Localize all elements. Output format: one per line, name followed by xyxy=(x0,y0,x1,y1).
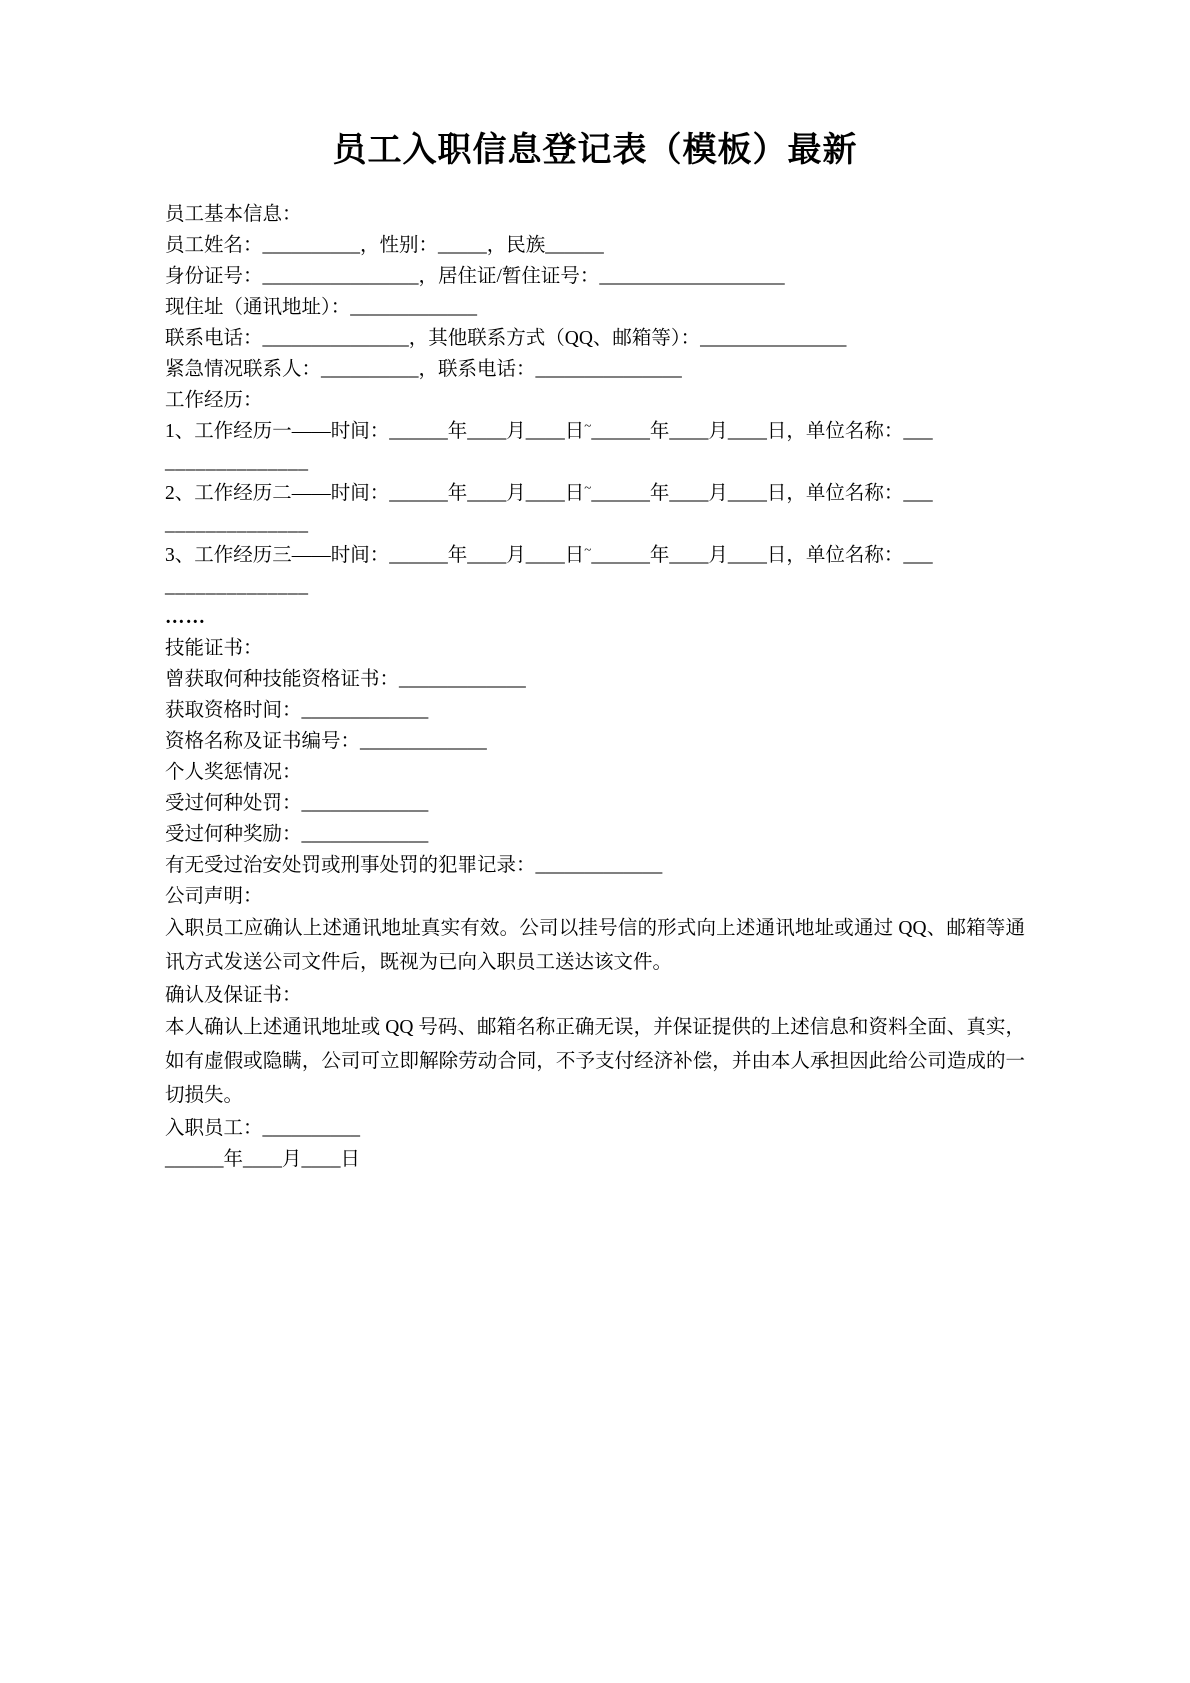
qualification-name-number-line: 资格名称及证书编号：_____________ xyxy=(165,730,487,752)
work-experience-2-wrap-blank: ______________ xyxy=(165,513,309,535)
reward-line: 受过何种奖励：_____________ xyxy=(165,823,429,845)
awards-punishment-heading: 个人奖惩情况： xyxy=(165,761,302,783)
date-range-tilde-icon: ~ xyxy=(584,541,592,556)
page-title: 员工入职信息登记表（模板）最新 xyxy=(332,132,858,169)
basic-info-heading: 员工基本信息： xyxy=(165,203,302,225)
work-experience-1-suffix: ______年____月____日，单位名称：___ xyxy=(591,420,933,442)
employee-name-line: 员工姓名：__________，性别：_____，民族______ xyxy=(165,234,604,256)
id-number-line: 身份证号：________________，居住证/暂住证号：___________________ xyxy=(165,265,785,287)
work-experience-2-prefix: 2、工作经历二——时间：______年____月____日 xyxy=(165,482,585,504)
contact-phone-line: 联系电话：_______________，其他联系方式（QQ、邮箱等）：_______________ xyxy=(165,327,847,349)
work-experience-1-wrap-blank: ______________ xyxy=(165,451,309,473)
ellipsis-marker: …… xyxy=(165,606,206,628)
document-body xyxy=(165,130,1025,1175)
emergency-contact-line: 紧急情况联系人：__________，联系电话：_______________ xyxy=(165,358,682,380)
work-experience-3-line xyxy=(165,540,1025,571)
criminal-record-line: 有无受过治安处罚或刑事处罚的犯罪记录：_____________ xyxy=(165,854,663,876)
punishment-line: 受过何种处罚：_____________ xyxy=(165,792,429,814)
company-statement-heading: 公司声明： xyxy=(165,885,263,907)
employee-signature-line: 入职员工：__________ xyxy=(165,1117,361,1139)
work-experience-2-line xyxy=(165,478,1025,509)
work-experience-heading: 工作经历： xyxy=(165,389,263,411)
work-experience-1-prefix: 1、工作经历一——时间：______年____月____日 xyxy=(165,420,585,442)
work-experience-3-wrap-blank: ______________ xyxy=(165,575,309,597)
confirmation-guarantee-body: 本人确认上述通讯地址或 QQ 号码、邮箱名称正确无误，并保证提供的上述信息和资料全面、真实，如有虚假或隐瞒，公司可立即解除劳动合同，不予支付经济补偿，并由本人承担因此给公司造成的一切损失。 xyxy=(165,1016,1025,1106)
current-address-line: 现住址（通讯地址）：_____________ xyxy=(165,296,478,318)
skill-certificate-heading: 技能证书： xyxy=(165,637,263,659)
date-range-tilde-icon: ~ xyxy=(584,417,592,432)
work-experience-3-prefix: 3、工作经历三——时间：______年____月____日 xyxy=(165,544,585,566)
work-experience-1-line xyxy=(165,416,1025,447)
signature-date-line: ______年____月____日 xyxy=(165,1148,361,1170)
work-experience-2-suffix: ______年____月____日，单位名称：___ xyxy=(591,482,933,504)
work-experience-3-suffix: ______年____月____日，单位名称：___ xyxy=(591,544,933,566)
confirmation-guarantee-heading: 确认及保证书： xyxy=(165,984,302,1006)
qualification-time-line: 获取资格时间：_____________ xyxy=(165,699,429,721)
date-range-tilde-icon: ~ xyxy=(584,479,592,494)
company-statement-body: 入职员工应确认上述通讯地址真实有效。公司以挂号信的形式向上述通讯地址或通过 QQ、邮箱等通讯方式发送公司文件后，既视为已向入职员工送达该文件。 xyxy=(165,917,1025,973)
skill-certificate-obtained-line: 曾获取何种技能资格证书：_____________ xyxy=(165,668,526,690)
